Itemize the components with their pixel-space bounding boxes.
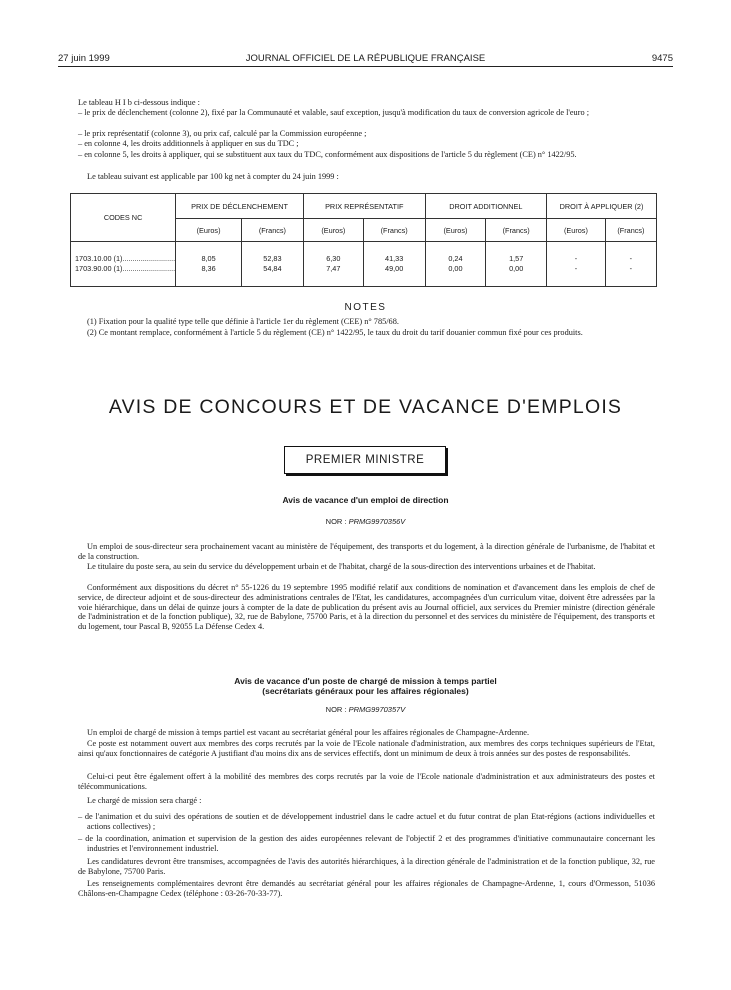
section2-closing: Les candidatures devront être transmises, accompagnées de l'avis des autorités hiérarchiques, à la direction générale de l'administration et de la fonction publique, 32, rue de Babylone, 75700 Paris. — [78, 857, 655, 876]
unit-header: (Euros) — [176, 219, 242, 242]
header-journal-title: JOURNAL OFFICIEL DE LA RÉPUBLIQUE FRANÇAISE — [245, 53, 486, 64]
group-header: DROIT ADDITIONNEL — [425, 194, 546, 219]
notes-title: NOTES — [344, 302, 387, 313]
header-page-number: 9475 — [651, 53, 673, 64]
unit-header: (Francs) — [605, 219, 656, 242]
table-row — [71, 242, 657, 287]
intro-bullet: – en colonne 4, les droits additionnels à appliquer en sus du TDC ; — [78, 139, 299, 148]
note-1: (1) Fixation pour la qualité type telle que définie à l'article 1er du règlement (CEE) n° 785/68. — [87, 317, 399, 326]
value-cell: - - — [605, 242, 656, 287]
section1-paragraph: Conformément aux dispositions du décret n° 55-1226 du 19 septembre 1995 modifié relatif aux conditions de nomination et d'avancement dans les emplois de chef de service, de directeur adjoint et de sous-directeur des administrations centrales de l'Etat, les candidatures, accompagnées d'un curriculum vitae, doivent être adressées par la voie hiérarchique, dans un délai de quinze jours à compter de la date de publication du présent avis au Journal officiel, aux services du Premier ministre (direction générale de l'administration et de la fonction publique), 32, rue de Babylone, 75700 Paris, et à la direction du personnel et des services du ministère de l'équipement, des transports et du logement, tour Pascal B, 92055 La Défense Cedex 4. — [78, 583, 655, 632]
unit-header: (Euros) — [425, 219, 486, 242]
unit-header: (Euros) — [303, 219, 363, 242]
section1-paragraph: Un emploi de sous-directeur sera prochainement vacant au ministère de l'équipement, des transports et du logement, à la direction générale de l'urbanisme, de l'habitat et de la construction. — [78, 542, 655, 561]
value-cell: 41,33 49,00 — [363, 242, 425, 287]
section2-bullet: – de l'animation et du suivi des opérations de soutien et de développement industriel dans le cadre actuel et du futur contrat de plan Etat-régions (actions individuelles et actions collectives) ; — [78, 812, 655, 831]
section2-paragraph: Un emploi de chargé de mission à temps partiel est vacant au secrétariat général pour les affaires régionales de Champagne-Ardenne. — [87, 728, 530, 737]
intro-bullet: – le prix représentatif (colonne 3), ou prix caf, calculé par la Commission européenne ; — [78, 129, 367, 138]
intro-applicable: Le tableau suivant est applicable par 100 kg net à compter du 24 juin 1999 : — [87, 172, 339, 181]
value-cell: - - — [547, 242, 606, 287]
section2-paragraph: Le chargé de mission sera chargé : — [87, 796, 202, 805]
nc-code: 1703.90.00 (1) — [75, 264, 123, 273]
running-header — [58, 53, 673, 67]
section2-paragraph: Celui-ci peut être également offert à la mobilité des membres des corps recrutés par la voie de l'Ecole nationale d'administration et aux administrateurs des postes et télécommunications. — [78, 772, 655, 791]
section2-bullet: – de la coordination, animation et supervision de la gestion des aides européennes relevant de l'objectif 2 et des programmes d'initiative communautaire concernant les industries et l'environnement industriel. — [78, 834, 655, 853]
leader-dots: .......................... — [122, 254, 176, 263]
nc-code: 1703.10.00 (1) — [75, 254, 123, 263]
unit-header: (Francs) — [241, 219, 303, 242]
section2-nor: NOR : PRMG9970357V — [325, 705, 406, 714]
ministry-box — [284, 446, 446, 474]
group-header: DROIT À APPLIQUER (2) — [547, 194, 657, 219]
intro-bullet: – le prix de déclenchement (colonne 2), fixé par la Communauté et valable, sauf exception, jusqu'à modification du taux de conversion agricole de l'euro ; — [78, 108, 589, 117]
intro-lead: Le tableau H I b ci-dessous indique : — [78, 98, 200, 107]
price-table — [70, 193, 657, 287]
codes-nc-header: CODES NC — [71, 194, 176, 242]
unit-header: (Euros) — [547, 219, 606, 242]
main-title: AVIS DE CONCOURS ET DE VACANCE D'EMPLOIS — [108, 396, 623, 418]
note-2: (2) Ce montant remplace, conformément à l'article 5 du règlement (CE) n° 1422/95, le taux du droit du tarif douanier commun fixé pour ces produits. — [87, 328, 583, 337]
header-rule — [58, 66, 673, 67]
value-cell: 6,30 7,47 — [303, 242, 363, 287]
intro-bullet: – en colonne 5, les droits à appliquer, qui se substituent aux taux du TDC, conformément aux dispositions de l'article 5 du règlement (CE) n° 1422/95. — [78, 150, 577, 159]
unit-header: (Francs) — [363, 219, 425, 242]
nor-code: PRMG9970357V — [348, 705, 406, 714]
value-cell: 1,57 0,00 — [486, 242, 547, 287]
section2-title: Avis de vacance d'un poste de chargé de mission à temps partiel (secrétariats généraux pour les affaires régionales) — [234, 676, 497, 696]
leader-dots: .......................... — [122, 264, 176, 273]
section2-closing: Les renseignements complémentaires devront être demandés au secrétariat général pour les affaires régionales de Champagne-Ardenne, 1, cours d'Ormesson, 51036 Châlons-en-Champagne Cedex (téléphone : 03-26-70-33-77). — [78, 879, 655, 898]
section1-title: Avis de vacance d'un emploi de direction — [282, 495, 449, 505]
group-header: PRIX REPRÉSENTATIF — [303, 194, 425, 219]
header-date: 27 juin 1999 — [58, 53, 110, 64]
value-cell: 0,24 0,00 — [425, 242, 486, 287]
nor-code: PRMG9970356V — [348, 517, 406, 526]
value-cell: 52,83 54,84 — [241, 242, 303, 287]
group-header: PRIX DE DÉCLENCHEMENT — [176, 194, 304, 219]
value-cell: 8,05 8,36 — [176, 242, 242, 287]
section1-nor: NOR : PRMG9970356V — [325, 517, 406, 526]
section2-paragraph: Ce poste est notamment ouvert aux membres des corps recrutés par la voie de l'Ecole nationale d'administration, aux membres des corps techniques supérieurs de l'Etat, ainsi qu'aux fonctionnaires de catégorie A justifiant d'au moins dix ans de services effectifs, dont un minimum de deux à trois années sur des postes de responsabilités. — [78, 739, 655, 758]
codes-cell — [71, 242, 176, 287]
unit-header: (Francs) — [486, 219, 547, 242]
section1-paragraph: Le titulaire du poste sera, au sein du service du développement urbain et de l'habitat, chargé de la sous-direction des interventions urbaines et de l'habitat. — [87, 562, 596, 571]
ministry-label: PREMIER MINISTRE — [305, 454, 425, 466]
